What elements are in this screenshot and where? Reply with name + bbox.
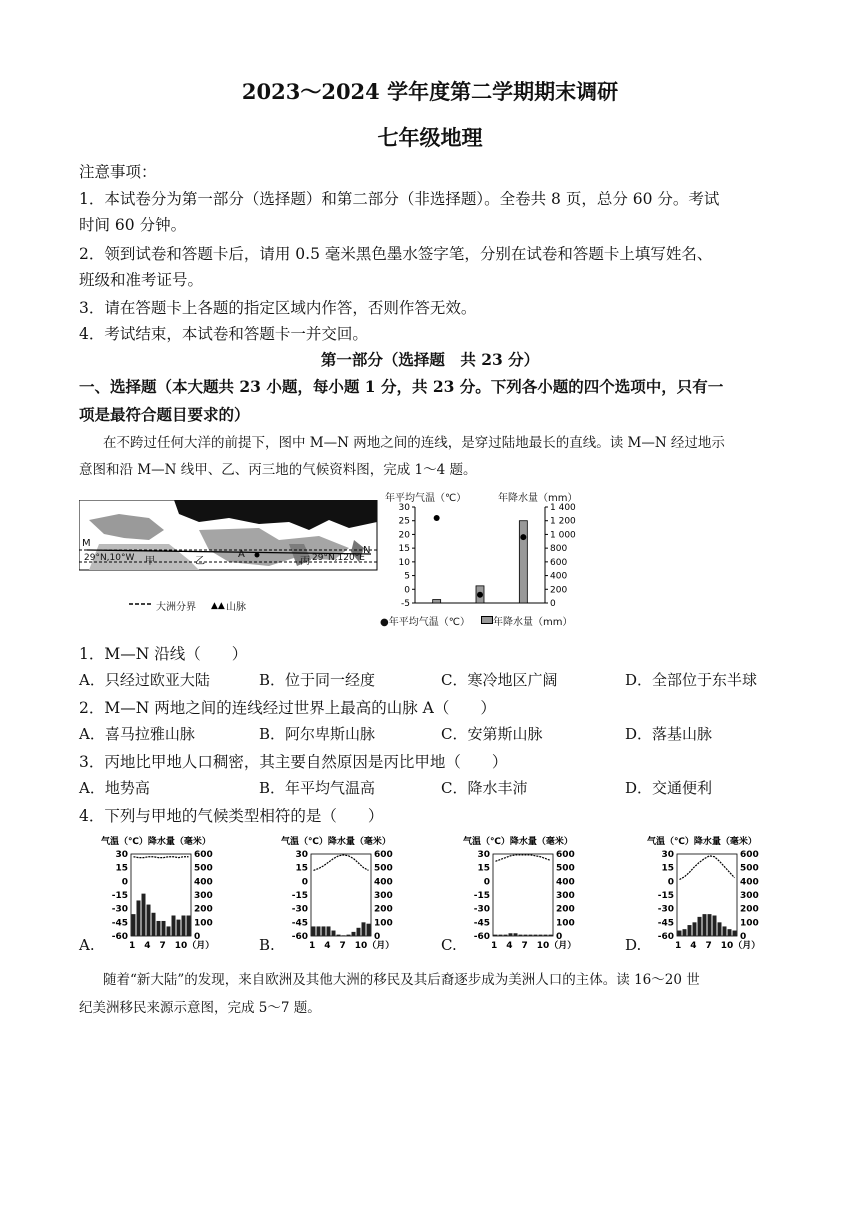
precip-bar bbox=[132, 914, 136, 936]
notes-heading: 注意事项： bbox=[79, 163, 157, 181]
precip-bar bbox=[147, 905, 151, 936]
right-tick-label: 1 200 bbox=[550, 516, 576, 527]
temp-point bbox=[434, 515, 440, 521]
precip-bar bbox=[519, 521, 527, 603]
point-a-marker bbox=[255, 553, 260, 558]
precip-bar bbox=[529, 935, 533, 936]
precip-bar bbox=[688, 925, 692, 936]
question-3-stem: 3．丙地比甲地人口稠密，其主要自然原因是丙比甲地（ ） bbox=[79, 753, 508, 771]
x-axis-label: 1 4 7 10（月） bbox=[129, 941, 215, 951]
note-line: 时间 60 分钟。 bbox=[79, 216, 187, 234]
x-axis-label: 1 4 7 10（月） bbox=[675, 941, 761, 951]
temperature-curve bbox=[680, 856, 735, 880]
right-tick-label: 600 bbox=[194, 850, 213, 860]
right-tick-label: 200 bbox=[740, 904, 759, 915]
chart-legend-precip: 年降水量（mm） bbox=[493, 617, 573, 628]
map-lat-right: 29°N,120°E bbox=[312, 553, 365, 563]
note-line: 3．请在答题卡上各题的指定区域内作答，否则作答无效。 bbox=[79, 299, 477, 317]
temperature-curve bbox=[314, 855, 369, 870]
precip-bar bbox=[693, 922, 697, 936]
q3-option-b[interactable]: B．年平均气温高 bbox=[259, 779, 376, 797]
precip-bar bbox=[519, 935, 523, 936]
q4-option-c-chart[interactable] bbox=[441, 832, 601, 958]
plot-frame bbox=[677, 854, 737, 936]
right-tick-label: 600 bbox=[740, 850, 759, 860]
note-line: 1．本试卷分为第一部分（选择题）和第二部分（非选择题）。全卷共 8 页，总分 60 分。考试 bbox=[79, 190, 720, 208]
precip-bar bbox=[367, 924, 371, 936]
right-tick-label: 600 bbox=[550, 557, 568, 568]
chart-legend-temp: ●年平均气温（℃） bbox=[380, 617, 470, 628]
left-tick-label: 30 bbox=[398, 503, 410, 513]
precip-bar bbox=[723, 926, 727, 936]
q3-option-a[interactable]: A．地势高 bbox=[79, 779, 150, 797]
question-2-stem: 2．M—N 两地之间的连线经过世界上最高的山脉 A（ ） bbox=[79, 699, 496, 717]
note-line: 2．领到试卷和答题卡后，请用 0.5 毫米黑色墨水签字笔，分别在试卷和答题卡上填写姓名、 bbox=[79, 245, 713, 263]
right-tick-label: 100 bbox=[374, 918, 393, 929]
q4-option-d-chart[interactable] bbox=[625, 832, 785, 958]
left-tick-label: 0 bbox=[301, 877, 308, 888]
section-heading: 一、选择题（本大题共 23 小题，每小题 1 分，共 23 分。下列各小题的四个选项中，只有一 bbox=[79, 377, 724, 396]
precip-bar bbox=[728, 929, 732, 936]
map-label-a: A bbox=[238, 549, 245, 560]
q3-option-d[interactable]: D．交通便利 bbox=[625, 779, 713, 797]
right-tick-label: 200 bbox=[550, 585, 568, 596]
right-tick-label: 500 bbox=[556, 863, 575, 874]
left-tick-label: 0 bbox=[404, 585, 410, 596]
left-tick-label: 0 bbox=[483, 877, 490, 888]
right-tick-label: 100 bbox=[556, 918, 575, 929]
question-4-stem: 4．下列与甲地的气候类型相符的是（ ） bbox=[79, 807, 384, 825]
right-tick-label: 400 bbox=[550, 571, 568, 582]
q1-option-c[interactable]: C．寒冷地区广阔 bbox=[441, 671, 558, 689]
right-tick-label: 1 400 bbox=[550, 503, 576, 513]
precip-bar bbox=[327, 926, 331, 936]
precip-bar bbox=[312, 926, 316, 936]
right-tick-label: 100 bbox=[194, 918, 213, 929]
part1-title: 第一部分（选择题 共 23 分） bbox=[320, 350, 540, 369]
right-tick-label: 400 bbox=[374, 877, 393, 888]
left-tick-label: 30 bbox=[477, 850, 490, 860]
left-tick-label: 25 bbox=[398, 516, 410, 527]
intro-line: 意图和沿 M—N 线甲、乙、丙三地的气候资料图，完成 1～4 题。 bbox=[79, 462, 477, 478]
precip-bar bbox=[718, 922, 722, 936]
left-tick-label: 15 bbox=[661, 863, 674, 874]
map-label-jia: 甲 bbox=[145, 556, 155, 567]
left-tick-label: -60 bbox=[473, 932, 490, 942]
q4-option-b-label[interactable]: B. bbox=[259, 936, 275, 954]
right-tick-label: 0 bbox=[194, 932, 201, 942]
q4-option-d-label[interactable]: D. bbox=[625, 936, 642, 954]
climate-chart bbox=[385, 503, 585, 608]
precip-bar bbox=[167, 926, 171, 936]
left-tick-label: -30 bbox=[111, 904, 128, 915]
right-tick-label: 300 bbox=[740, 891, 759, 901]
right-tick-label: 400 bbox=[740, 877, 759, 888]
right-tick-label: 300 bbox=[374, 891, 393, 901]
plot-frame bbox=[493, 854, 553, 936]
left-tick-label: -45 bbox=[657, 918, 674, 929]
left-tick-label: 5 bbox=[404, 571, 410, 582]
left-tick-label: -15 bbox=[111, 891, 128, 901]
small-climate-chart bbox=[625, 832, 785, 954]
note-line: 4．考试结束，本试卷和答题卡一并交回。 bbox=[79, 325, 368, 343]
left-tick-label: -30 bbox=[657, 904, 674, 915]
left-tick-label: 30 bbox=[661, 850, 674, 860]
precip-bar bbox=[713, 916, 717, 937]
right-tick-label: 100 bbox=[740, 918, 759, 929]
left-tick-label: 15 bbox=[398, 544, 410, 555]
precip-bar bbox=[352, 932, 356, 936]
left-tick-label: -45 bbox=[111, 918, 128, 929]
precip-bar bbox=[509, 933, 513, 936]
precip-bar bbox=[499, 935, 503, 936]
precip-bar bbox=[524, 935, 528, 936]
q2-option-b[interactable]: B．阿尔卑斯山脉 bbox=[259, 725, 376, 743]
precip-bar bbox=[678, 931, 682, 936]
left-tick-label: -45 bbox=[291, 918, 308, 929]
precip-bar bbox=[504, 935, 508, 936]
left-tick-label: 30 bbox=[295, 850, 308, 860]
right-tick-label: 600 bbox=[374, 850, 393, 860]
chart-ylabel-left: 年平均气温（℃） bbox=[385, 493, 467, 504]
precip-bar bbox=[152, 913, 156, 936]
note-line: 班级和准考证号。 bbox=[79, 271, 204, 289]
left-tick-label: 20 bbox=[398, 530, 410, 541]
svg-text:▲▲: ▲▲ bbox=[211, 601, 225, 611]
precip-bar bbox=[337, 935, 341, 936]
precip-bar bbox=[534, 935, 538, 936]
precip-bar bbox=[514, 933, 518, 936]
precip-bar bbox=[332, 931, 336, 936]
right-tick-label: 600 bbox=[556, 850, 575, 860]
small-chart-header: 气温（℃）降水量（毫米） bbox=[647, 837, 757, 847]
right-tick-label: 0 bbox=[374, 932, 381, 942]
legend-boundary: 大洲分界 bbox=[156, 602, 196, 613]
left-tick-label: -15 bbox=[291, 891, 308, 901]
left-tick-label: 15 bbox=[477, 863, 490, 874]
map-label-bing: 丙 bbox=[300, 556, 310, 567]
left-tick-label: -30 bbox=[473, 904, 490, 915]
q2-option-d[interactable]: D．落基山脉 bbox=[625, 725, 713, 743]
q2-option-a[interactable]: A．喜马拉雅山脉 bbox=[79, 725, 195, 743]
precip-bar bbox=[544, 935, 548, 936]
passage2-line: 随着“新大陆”的发现，来自欧洲及其他大洲的移民及其后裔逐步成为美洲人口的主体。读 16～20 世 bbox=[103, 972, 700, 988]
precip-bar bbox=[182, 916, 186, 937]
left-tick-label: 10 bbox=[398, 557, 410, 568]
temp-point bbox=[477, 592, 483, 598]
right-tick-label: 400 bbox=[194, 877, 213, 888]
precip-bar bbox=[539, 935, 543, 936]
exam-subtitle: 七年级地理 bbox=[377, 125, 483, 150]
right-tick-label: 200 bbox=[374, 904, 393, 915]
right-tick-label: 300 bbox=[194, 891, 213, 901]
q4-option-a-label[interactable]: A. bbox=[79, 936, 95, 954]
left-tick-label: -45 bbox=[473, 918, 490, 929]
right-tick-label: 0 bbox=[740, 932, 747, 942]
precip-bar bbox=[703, 914, 707, 936]
left-tick-label: -60 bbox=[657, 932, 674, 942]
right-tick-label: 200 bbox=[556, 904, 575, 915]
small-climate-chart bbox=[259, 832, 419, 954]
precip-bar bbox=[162, 921, 166, 936]
map-lat-left: 29°N,10°W bbox=[84, 553, 135, 563]
left-tick-label: -30 bbox=[291, 904, 308, 915]
left-tick-label: -5 bbox=[401, 599, 410, 608]
left-tick-label: 0 bbox=[667, 877, 674, 888]
temp-point bbox=[520, 534, 526, 540]
intro-line: 在不跨过任何大洋的前提下，图中 M—N 两地之间的连线，是穿过陆地最长的直线。读 M—N 经过地示 bbox=[103, 435, 725, 451]
right-tick-label: 500 bbox=[740, 863, 759, 874]
left-tick-label: 15 bbox=[115, 863, 128, 874]
precip-bar bbox=[494, 935, 498, 936]
precip-bar bbox=[317, 926, 321, 936]
right-tick-label: 0 bbox=[550, 599, 556, 608]
precip-bar bbox=[342, 935, 346, 936]
left-tick-label: -60 bbox=[291, 932, 308, 942]
small-climate-chart bbox=[79, 832, 239, 954]
right-tick-label: 800 bbox=[550, 544, 568, 555]
q3-option-c[interactable]: C．降水丰沛 bbox=[441, 779, 528, 797]
q1-option-d[interactable]: D．全部位于东半球 bbox=[625, 671, 758, 689]
small-climate-chart bbox=[441, 832, 601, 954]
x-axis-label: 1 4 7 10（月） bbox=[309, 941, 395, 951]
right-tick-label: 500 bbox=[194, 863, 213, 874]
right-tick-label: 500 bbox=[374, 863, 393, 874]
right-tick-label: 400 bbox=[556, 877, 575, 888]
left-tick-label: 15 bbox=[295, 863, 308, 874]
q2-option-c[interactable]: C．安第斯山脉 bbox=[441, 725, 543, 743]
small-chart-header: 气温（℃）降水量（毫米） bbox=[101, 837, 211, 847]
q1-option-a[interactable]: A．只经过欧亚大陆 bbox=[79, 671, 210, 689]
precip-bar bbox=[137, 900, 141, 936]
precip-bar bbox=[708, 914, 712, 936]
q4-option-a-chart[interactable] bbox=[79, 832, 239, 958]
question-1-stem: 1．M—N 沿线（ ） bbox=[79, 645, 248, 663]
precip-bar bbox=[362, 922, 366, 936]
precip-bar bbox=[698, 917, 702, 936]
right-tick-label: 0 bbox=[556, 932, 563, 942]
q4-option-c-label[interactable]: C. bbox=[441, 936, 457, 954]
map-label-n: N bbox=[363, 545, 371, 556]
precip-bar bbox=[172, 916, 176, 937]
precip-bar bbox=[683, 929, 687, 936]
exam-title: 2023～2024 学年度第二学期期末调研 bbox=[241, 79, 619, 104]
legend-mountain: 山脉 bbox=[226, 602, 246, 613]
precip-bar bbox=[177, 920, 181, 936]
right-tick-label: 1 000 bbox=[550, 530, 576, 541]
q1-option-b[interactable]: B．位于同一经度 bbox=[259, 671, 376, 689]
precip-bar bbox=[142, 894, 146, 936]
precip-bar bbox=[187, 916, 191, 937]
map-label-yi: 乙 bbox=[195, 556, 205, 567]
precip-bar bbox=[322, 926, 326, 936]
small-chart-header: 气温（℃）降水量（毫米） bbox=[281, 837, 391, 847]
small-chart-header: 气温（℃）降水量（毫米） bbox=[463, 837, 573, 847]
passage2-line: 纪美洲移民来源示意图，完成 5～7 题。 bbox=[79, 1000, 321, 1016]
left-tick-label: -15 bbox=[473, 891, 490, 901]
precip-bar bbox=[157, 921, 161, 936]
right-tick-label: 300 bbox=[556, 891, 575, 901]
legend-precip-swatch bbox=[481, 616, 493, 624]
precip-bar bbox=[733, 931, 737, 936]
temperature-curve bbox=[496, 855, 551, 861]
chart-ylabel-right: 年降水量（mm） bbox=[498, 493, 578, 504]
left-tick-label: -60 bbox=[111, 932, 128, 942]
left-tick-label: 0 bbox=[121, 877, 128, 888]
x-axis-label: 1 4 7 10（月） bbox=[491, 941, 577, 951]
map-label-m: M bbox=[82, 538, 91, 549]
precip-bar bbox=[347, 935, 351, 936]
left-tick-label: 30 bbox=[115, 850, 128, 860]
right-tick-label: 200 bbox=[194, 904, 213, 915]
temperature-curve bbox=[134, 857, 189, 858]
q4-option-b-chart[interactable] bbox=[259, 832, 419, 958]
precip-bar bbox=[433, 600, 441, 603]
left-tick-label: -15 bbox=[657, 891, 674, 901]
precip-bar bbox=[549, 935, 553, 936]
precip-bar bbox=[357, 928, 361, 936]
section-heading-cont: 项是最符合题目要求的） bbox=[79, 405, 250, 424]
